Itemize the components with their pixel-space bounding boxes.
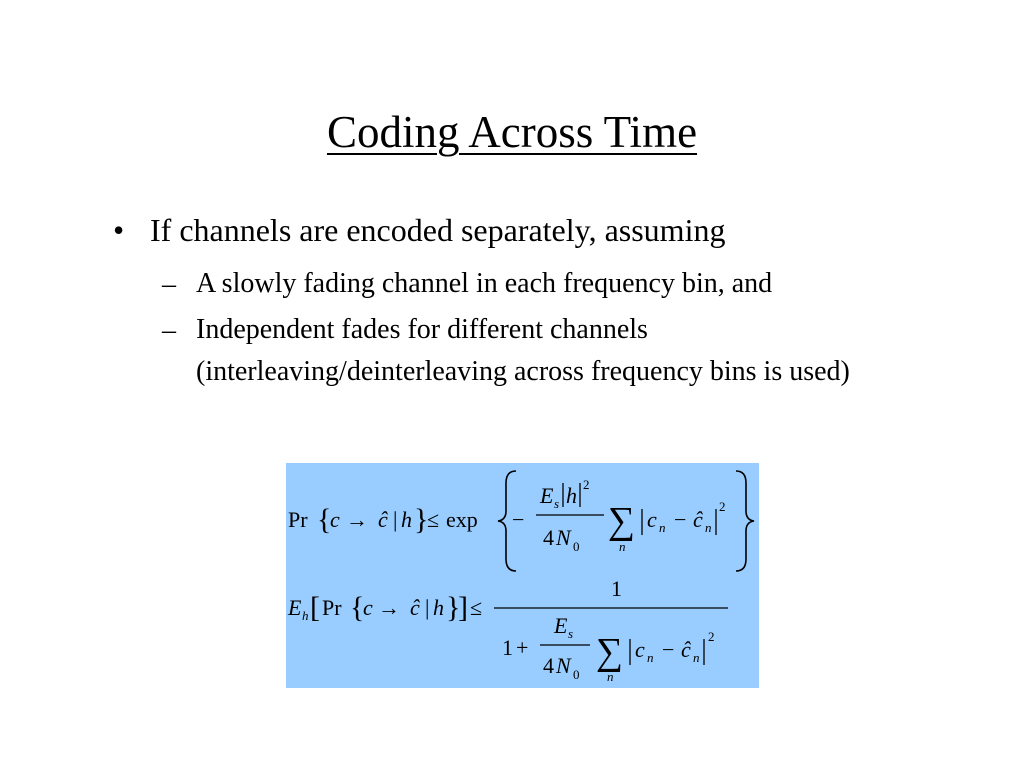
eq2-c: c (363, 595, 373, 620)
eq2-Es: E (554, 613, 568, 638)
eq2-bracket-open: [ (310, 591, 320, 624)
formula-svg (286, 463, 759, 688)
eq1-sum-n: n (619, 539, 626, 554)
eq1-chat: ĉ (378, 507, 388, 532)
eq2-sum: ∑ (596, 631, 624, 673)
eq2-sub-h: h (302, 608, 309, 623)
eq1-four: 4 (543, 525, 554, 550)
eq1-minus: − (512, 507, 525, 532)
sub-bullet-text: A slowly fading channel in each frequency bin, and (196, 268, 773, 299)
eq2-plus: + (516, 635, 529, 660)
equation-1 (288, 471, 754, 571)
slide-title (0, 104, 1024, 160)
eq1-brace-open: { (317, 503, 332, 536)
eq1-exp: exp (446, 507, 478, 532)
eq1-bar: | (393, 507, 398, 532)
eq2-arrow: → (378, 595, 400, 620)
sub-bullet-marker: – (162, 269, 176, 300)
eq2-h: h (433, 595, 444, 620)
eq1-N: N (556, 525, 571, 550)
eq1-sum: ∑ (608, 500, 636, 542)
eq1-minus2: − (674, 507, 687, 532)
eq1-cn-sub: n (659, 520, 666, 535)
eq2-Es-sub: s (568, 626, 574, 641)
equation-2 (287, 576, 728, 684)
eq1-leq: ≤ (427, 507, 440, 532)
eq1-big-brace-right (736, 471, 754, 571)
eq2-sum-n: n (607, 669, 614, 684)
eq1-sub-0: 0 (573, 539, 580, 554)
eq1-num-h: h (566, 483, 577, 508)
bullet-text: If channels are encoded separately, assuming (150, 212, 726, 248)
eq2-den-one: 1 (502, 635, 513, 660)
eq1-brace-close: } (414, 503, 429, 536)
eq2-one: 1 (611, 576, 622, 601)
eq2-chat-n: ĉ (681, 637, 691, 662)
sub-bullet-marker: – (162, 315, 176, 346)
eq2-brace-open: { (350, 591, 365, 624)
slide-title-text: Coding Across Time (326, 107, 698, 157)
eq1-pr: Pr (288, 507, 308, 532)
eq1-arrow: → (346, 507, 368, 532)
eq1-sq2: 2 (719, 499, 726, 514)
eq2-E: E (288, 595, 302, 620)
eq2-bracket-close: ] (458, 591, 468, 624)
eq1-c: c (330, 507, 340, 532)
eq2-pr: Pr (322, 595, 342, 620)
eq2-sq: 2 (708, 629, 715, 644)
eq2-sub-0: 0 (573, 667, 580, 682)
eq1-chat-n-sub: n (705, 520, 712, 535)
eq1-cn: c (647, 507, 657, 532)
eq2-N: N (556, 653, 571, 678)
eq2-brace-close: } (446, 591, 461, 624)
bullet-marker: • (113, 212, 125, 248)
sub-bullet-text: Independent fades for different channels (interleaving/deinterleaving across frequency bins is used) (196, 314, 850, 387)
eq1-E: E (540, 483, 554, 508)
eq1-chat-n: ĉ (693, 507, 703, 532)
eq2-cn: c (635, 637, 645, 662)
eq2-chat-n-sub: n (693, 650, 700, 665)
eq1-sub-s: s (554, 496, 560, 511)
eq2-bar: | (425, 595, 430, 620)
eq2-leq: ≤ (470, 595, 483, 620)
eq1-sq: 2 (583, 477, 590, 492)
eq1-h: h (401, 507, 412, 532)
formula-box (286, 463, 759, 688)
eq2-minus: − (662, 637, 675, 662)
eq2-chat: ĉ (410, 595, 420, 620)
eq2-cn-sub: n (647, 650, 654, 665)
eq2-four: 4 (543, 653, 554, 678)
